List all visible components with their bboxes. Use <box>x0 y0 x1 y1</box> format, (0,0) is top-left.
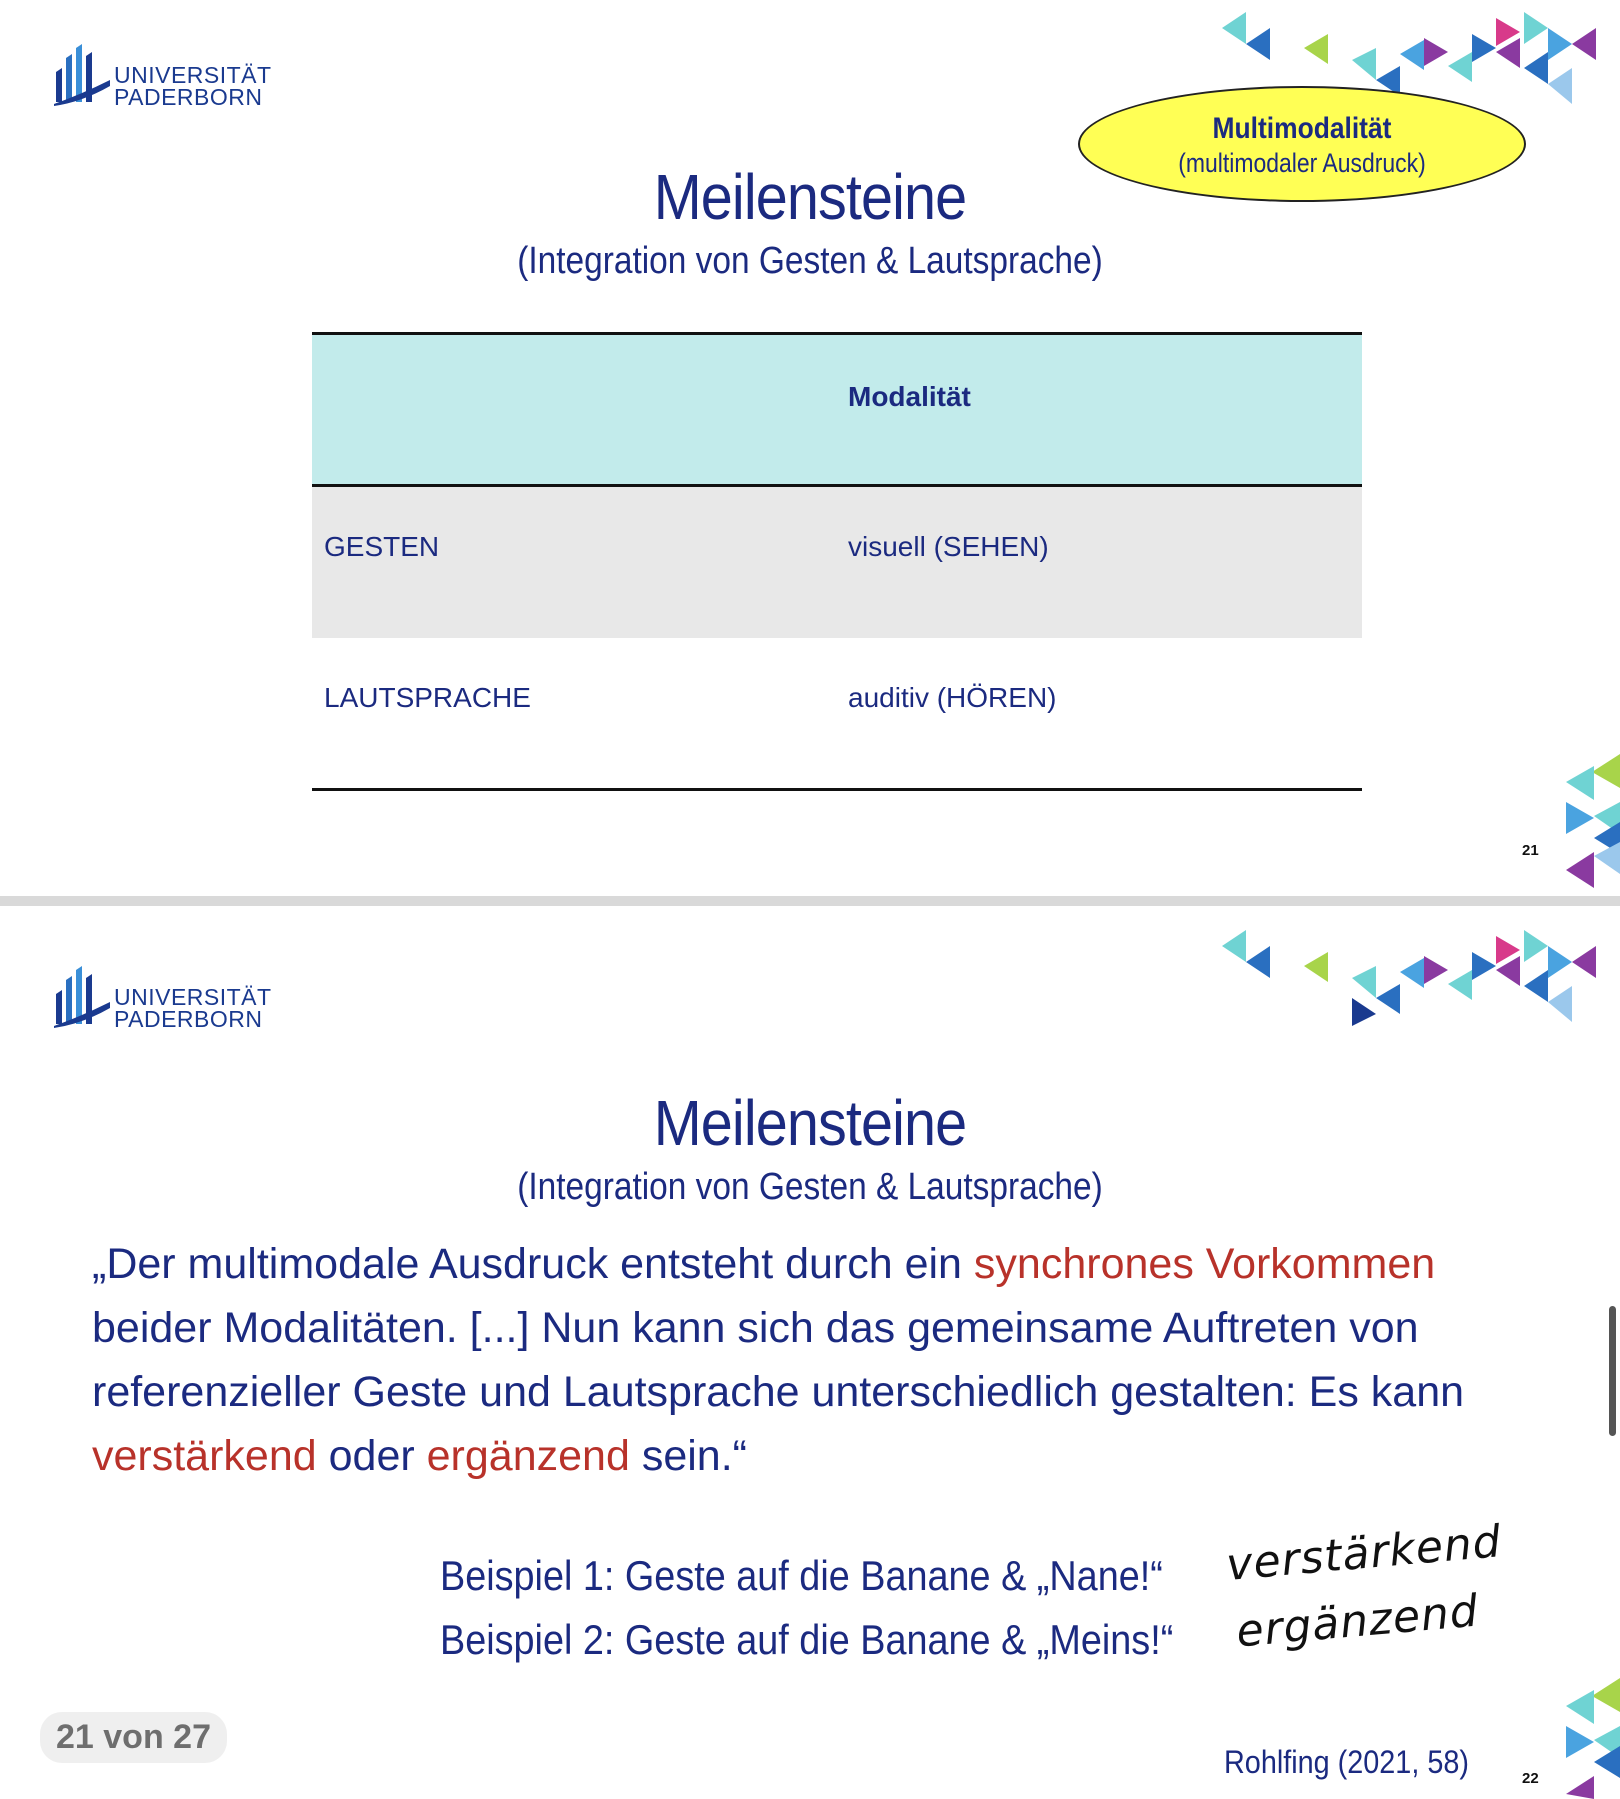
quote-highlight: verstärkend <box>92 1432 317 1480</box>
scrollbar[interactable] <box>1609 1306 1616 1436</box>
table-header-row <box>312 334 1362 486</box>
logo-icon <box>54 44 110 106</box>
quote-part: oder <box>316 1432 427 1480</box>
slide-22 <box>0 906 1620 1799</box>
decorative-triangles-bottom <box>1562 752 1620 896</box>
quote-highlight: ergänzend <box>426 1432 630 1480</box>
table-row <box>312 638 1362 790</box>
decorative-triangles-bottom <box>1562 1676 1620 1799</box>
callout-subtitle: (multimodaler Ausdruck) <box>1178 148 1426 178</box>
table-header-cell: Modalität <box>848 381 971 412</box>
table-row <box>312 486 1362 638</box>
decorative-triangles-top <box>1218 926 1614 1036</box>
slide-title: Meilensteine <box>653 161 967 233</box>
handwritten-note: ergänzend <box>1234 1585 1481 1658</box>
citation: Rohlfing (2021, 58) <box>1224 1744 1469 1780</box>
logo-line-1: UNIVERSITÄT <box>114 984 272 1010</box>
example-item: Beispiel 1: Geste auf die Banane & „Nane!“ <box>440 1552 1163 1599</box>
example-item: Beispiel 2: Geste auf die Banane & „Meins!“ <box>440 1616 1174 1663</box>
logo-icon <box>54 966 110 1028</box>
slide-title-block <box>0 1086 1620 1209</box>
page-counter-badge: 21 von 27 <box>40 1712 227 1763</box>
modality-table <box>312 332 1362 791</box>
examples-list <box>440 1544 1255 1672</box>
slide-subtitle: (Integration von Gesten & Lautsprache) <box>517 240 1103 282</box>
slide-subtitle: (Integration von Gesten & Lautsprache) <box>517 1166 1103 1208</box>
university-logo <box>54 966 274 1032</box>
quote-text <box>92 1232 1542 1488</box>
slide-21 <box>0 0 1620 896</box>
quote-part: sein.“ <box>629 1432 747 1480</box>
page-number: 21 <box>1522 842 1539 859</box>
page-number: 22 <box>1522 1770 1539 1787</box>
callout-title: Multimodalität <box>1212 112 1392 145</box>
quote-highlight: synchrones Vorkommen <box>973 1240 1436 1288</box>
logo-line-2: PADERBORN <box>114 84 263 110</box>
table-header-cell <box>312 334 836 486</box>
table-cell: LAUTSPRACHE <box>324 681 531 713</box>
slide-title: Meilensteine <box>653 1087 967 1159</box>
logo-line-2: PADERBORN <box>114 1006 263 1032</box>
table-cell: GESTEN <box>324 531 440 562</box>
slide-title-block <box>0 160 1620 283</box>
table-cell: auditiv (HÖREN) <box>848 681 1057 713</box>
quote-part: „Der multimodale Ausdruck entsteht durch ein <box>92 1240 974 1288</box>
quote-part: beider Modalitäten. [...] Nun kann sich das gemeinsame Auftreten von referenzieller Geste und Lautsprache unterschiedlich gestalten: Es kann <box>92 1304 1465 1416</box>
logo-line-1: UNIVERSITÄT <box>114 62 272 88</box>
university-logo <box>54 44 274 110</box>
handwritten-note: verstärkend <box>1224 1516 1504 1591</box>
table-cell: visuell (SEHEN) <box>848 531 1049 562</box>
